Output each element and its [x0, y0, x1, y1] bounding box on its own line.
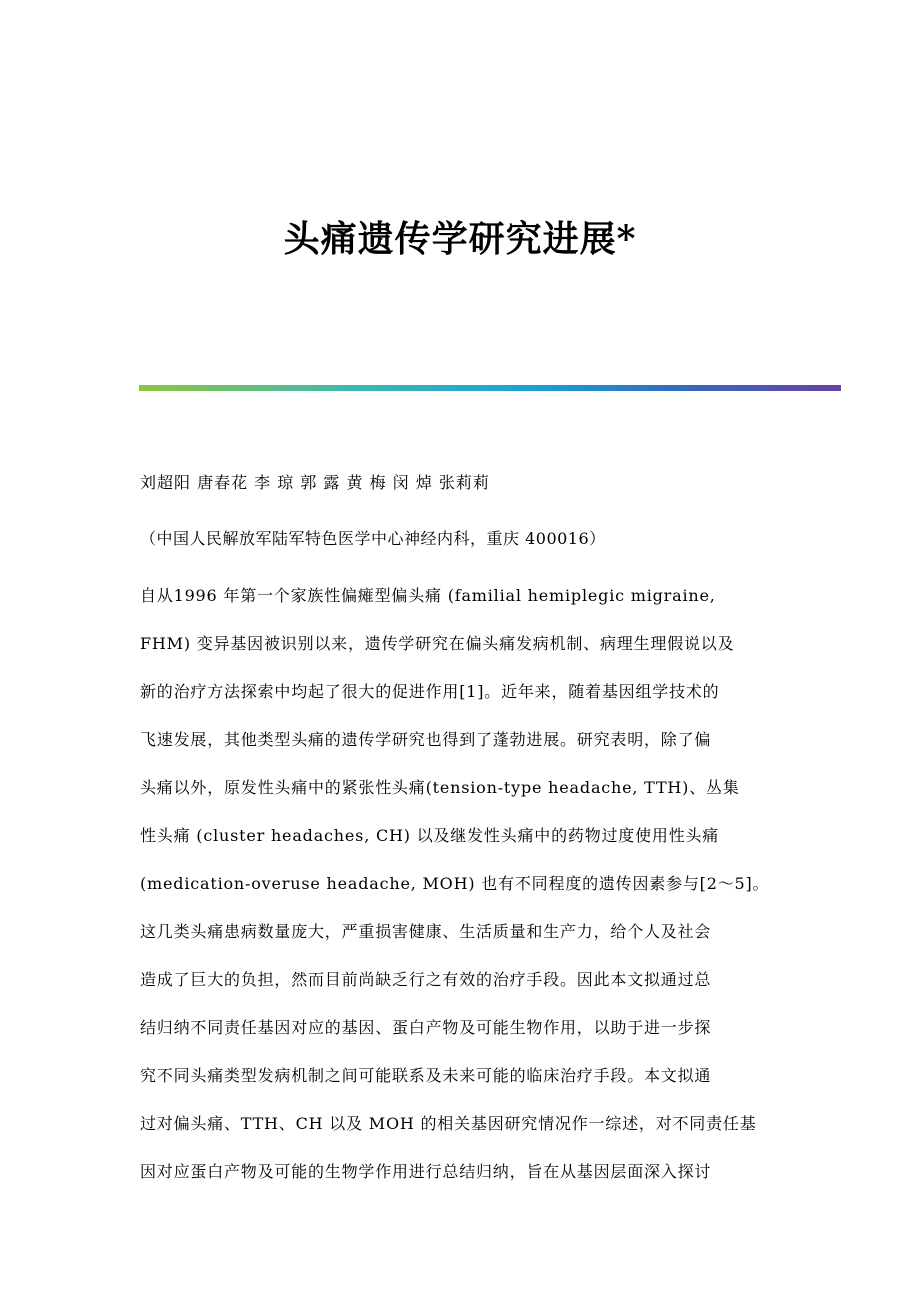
body-line: 新的治疗方法探索中均起了很大的促进作用[1]。近年来，随着基因组学技术的: [140, 682, 720, 701]
title-divider: [139, 385, 841, 391]
body-line: (medication-overuse headache, MOH) 也有不同程度的遗传因素参与[2～5]。: [140, 874, 770, 893]
author-affiliation: （中国人民解放军陆军特色医学中心神经内科，重庆 400016）: [140, 529, 606, 548]
body-line: 头痛以外，原发性头痛中的紧张性头痛(tension-type headache, TTH)、丛集: [140, 778, 740, 797]
body-line: 自从1996 年第一个家族性偏瘫型偏头痛 (familial hemiplegic migraine,: [140, 586, 716, 605]
body-line: 因对应蛋白产物及可能的生物学作用进行总结归纳，旨在从基因层面深入探讨: [140, 1162, 712, 1181]
body-line: 造成了巨大的负担，然而目前尚缺乏行之有效的治疗手段。因此本文拟通过总: [140, 970, 712, 989]
body-line: 结归纳不同责任基因对应的基因、蛋白产物及可能生物作用，以助于进一步探: [140, 1018, 712, 1037]
body-paragraph: [140, 583, 780, 1207]
body-line: FHM) 变异基因被识别以来，遗传学研究在偏头痛发病机制、病理生理假说以及: [140, 634, 735, 653]
body-line: 过对偏头痛、TTH、CH 以及 MOH 的相关基因研究情况作一综述，对不同责任基: [140, 1114, 757, 1133]
body-line: 究不同头痛类型发病机制之间可能联系及未来可能的临床治疗手段。本文拟通: [140, 1066, 712, 1085]
author-list: 刘超阳 唐春花 李 琼 郭 露 黄 梅 闵 焯 张莉莉: [140, 473, 490, 492]
document-title: 头痛遗传学研究进展*: [283, 218, 637, 260]
body-line: 这几类头痛患病数量庞大，严重损害健康、生活质量和生产力，给个人及社会: [140, 922, 712, 941]
body-line: 飞速发展，其他类型头痛的遗传学研究也得到了蓬勃进展。研究表明，除了偏: [140, 730, 712, 749]
body-line: 性头痛 (cluster headaches, CH) 以及继发性头痛中的药物过度使用性头痛: [140, 826, 720, 845]
